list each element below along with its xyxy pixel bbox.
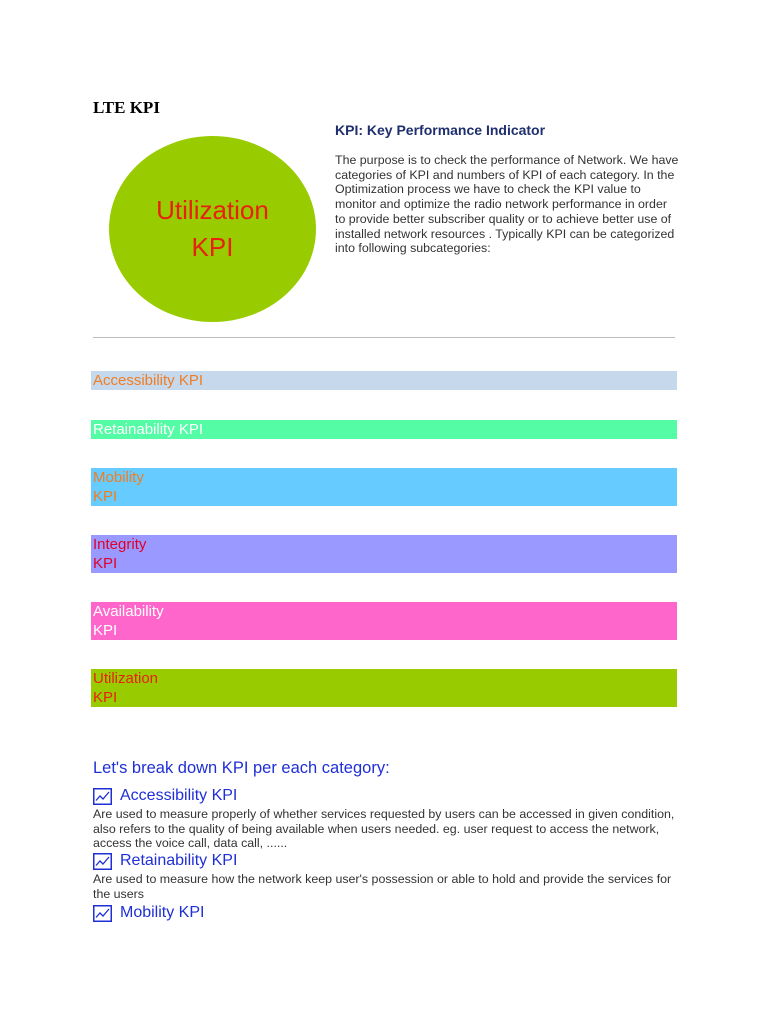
breakdown-heading: Let's break down KPI per each category: (93, 759, 390, 777)
divider (93, 337, 675, 338)
checked-box-icon (93, 788, 112, 805)
category-bar-mobility (91, 468, 677, 506)
category-bar-integrity (91, 535, 677, 573)
breakdown-item-accessibility (93, 787, 237, 805)
breakdown-item-label: Retainability KPI (120, 852, 238, 869)
intro-heading: KPI: Key Performance Indicator (335, 122, 546, 138)
category-bar-utilization (91, 669, 677, 707)
utilization-kpi-circle (109, 136, 316, 322)
circle-line2: KPI (191, 232, 234, 262)
bar-line1: Utilization (93, 670, 159, 687)
bar-line2: KPI (93, 622, 118, 639)
bar-line1: Availability (93, 603, 164, 620)
intro-text: The purpose is to check the performance of Network. We have categories of KPI and numbers of KPI of each category. In the Optimization process we have to check the KPI value to monitor and optimize the radio network performance in order to provide better subscriber quality or to achieve better use of installed network resources . Typically KPI can be categorized into following subcategories: (335, 153, 679, 256)
breakdown-item-description: Are used to measure how the network keep user's possession or able to hold and provide the services for the users (93, 872, 672, 901)
breakdown-item-description: Are used to measure properly of whether services requested by users can be accessed in given condition, also refers to the quality of being available when users needed. eg. user request to access the network, access the voice call, data call, ...... (93, 807, 675, 851)
page-title: LTE KPI (93, 98, 160, 117)
category-bar-retainability (91, 420, 677, 439)
bar-line2: KPI (93, 689, 118, 706)
bar-line1: Accessibility KPI (93, 372, 204, 389)
bar-line1: Integrity (93, 536, 147, 553)
breakdown-item-label: Mobility KPI (120, 904, 205, 921)
breakdown-item-label: Accessibility KPI (120, 787, 238, 804)
checked-box-icon (93, 853, 112, 870)
category-bar-availability (91, 602, 677, 640)
breakdown-item-mobility (93, 904, 204, 922)
category-bar-accessibility (91, 371, 677, 390)
bar-line1: Retainability KPI (93, 421, 204, 438)
circle-line1: Utilization (156, 195, 269, 225)
bar-line2: KPI (93, 555, 118, 572)
bar-line1: Mobility (93, 469, 144, 486)
breakdown-item-retainability (93, 852, 237, 870)
checked-box-icon (93, 905, 112, 922)
bar-line2: KPI (93, 488, 118, 505)
